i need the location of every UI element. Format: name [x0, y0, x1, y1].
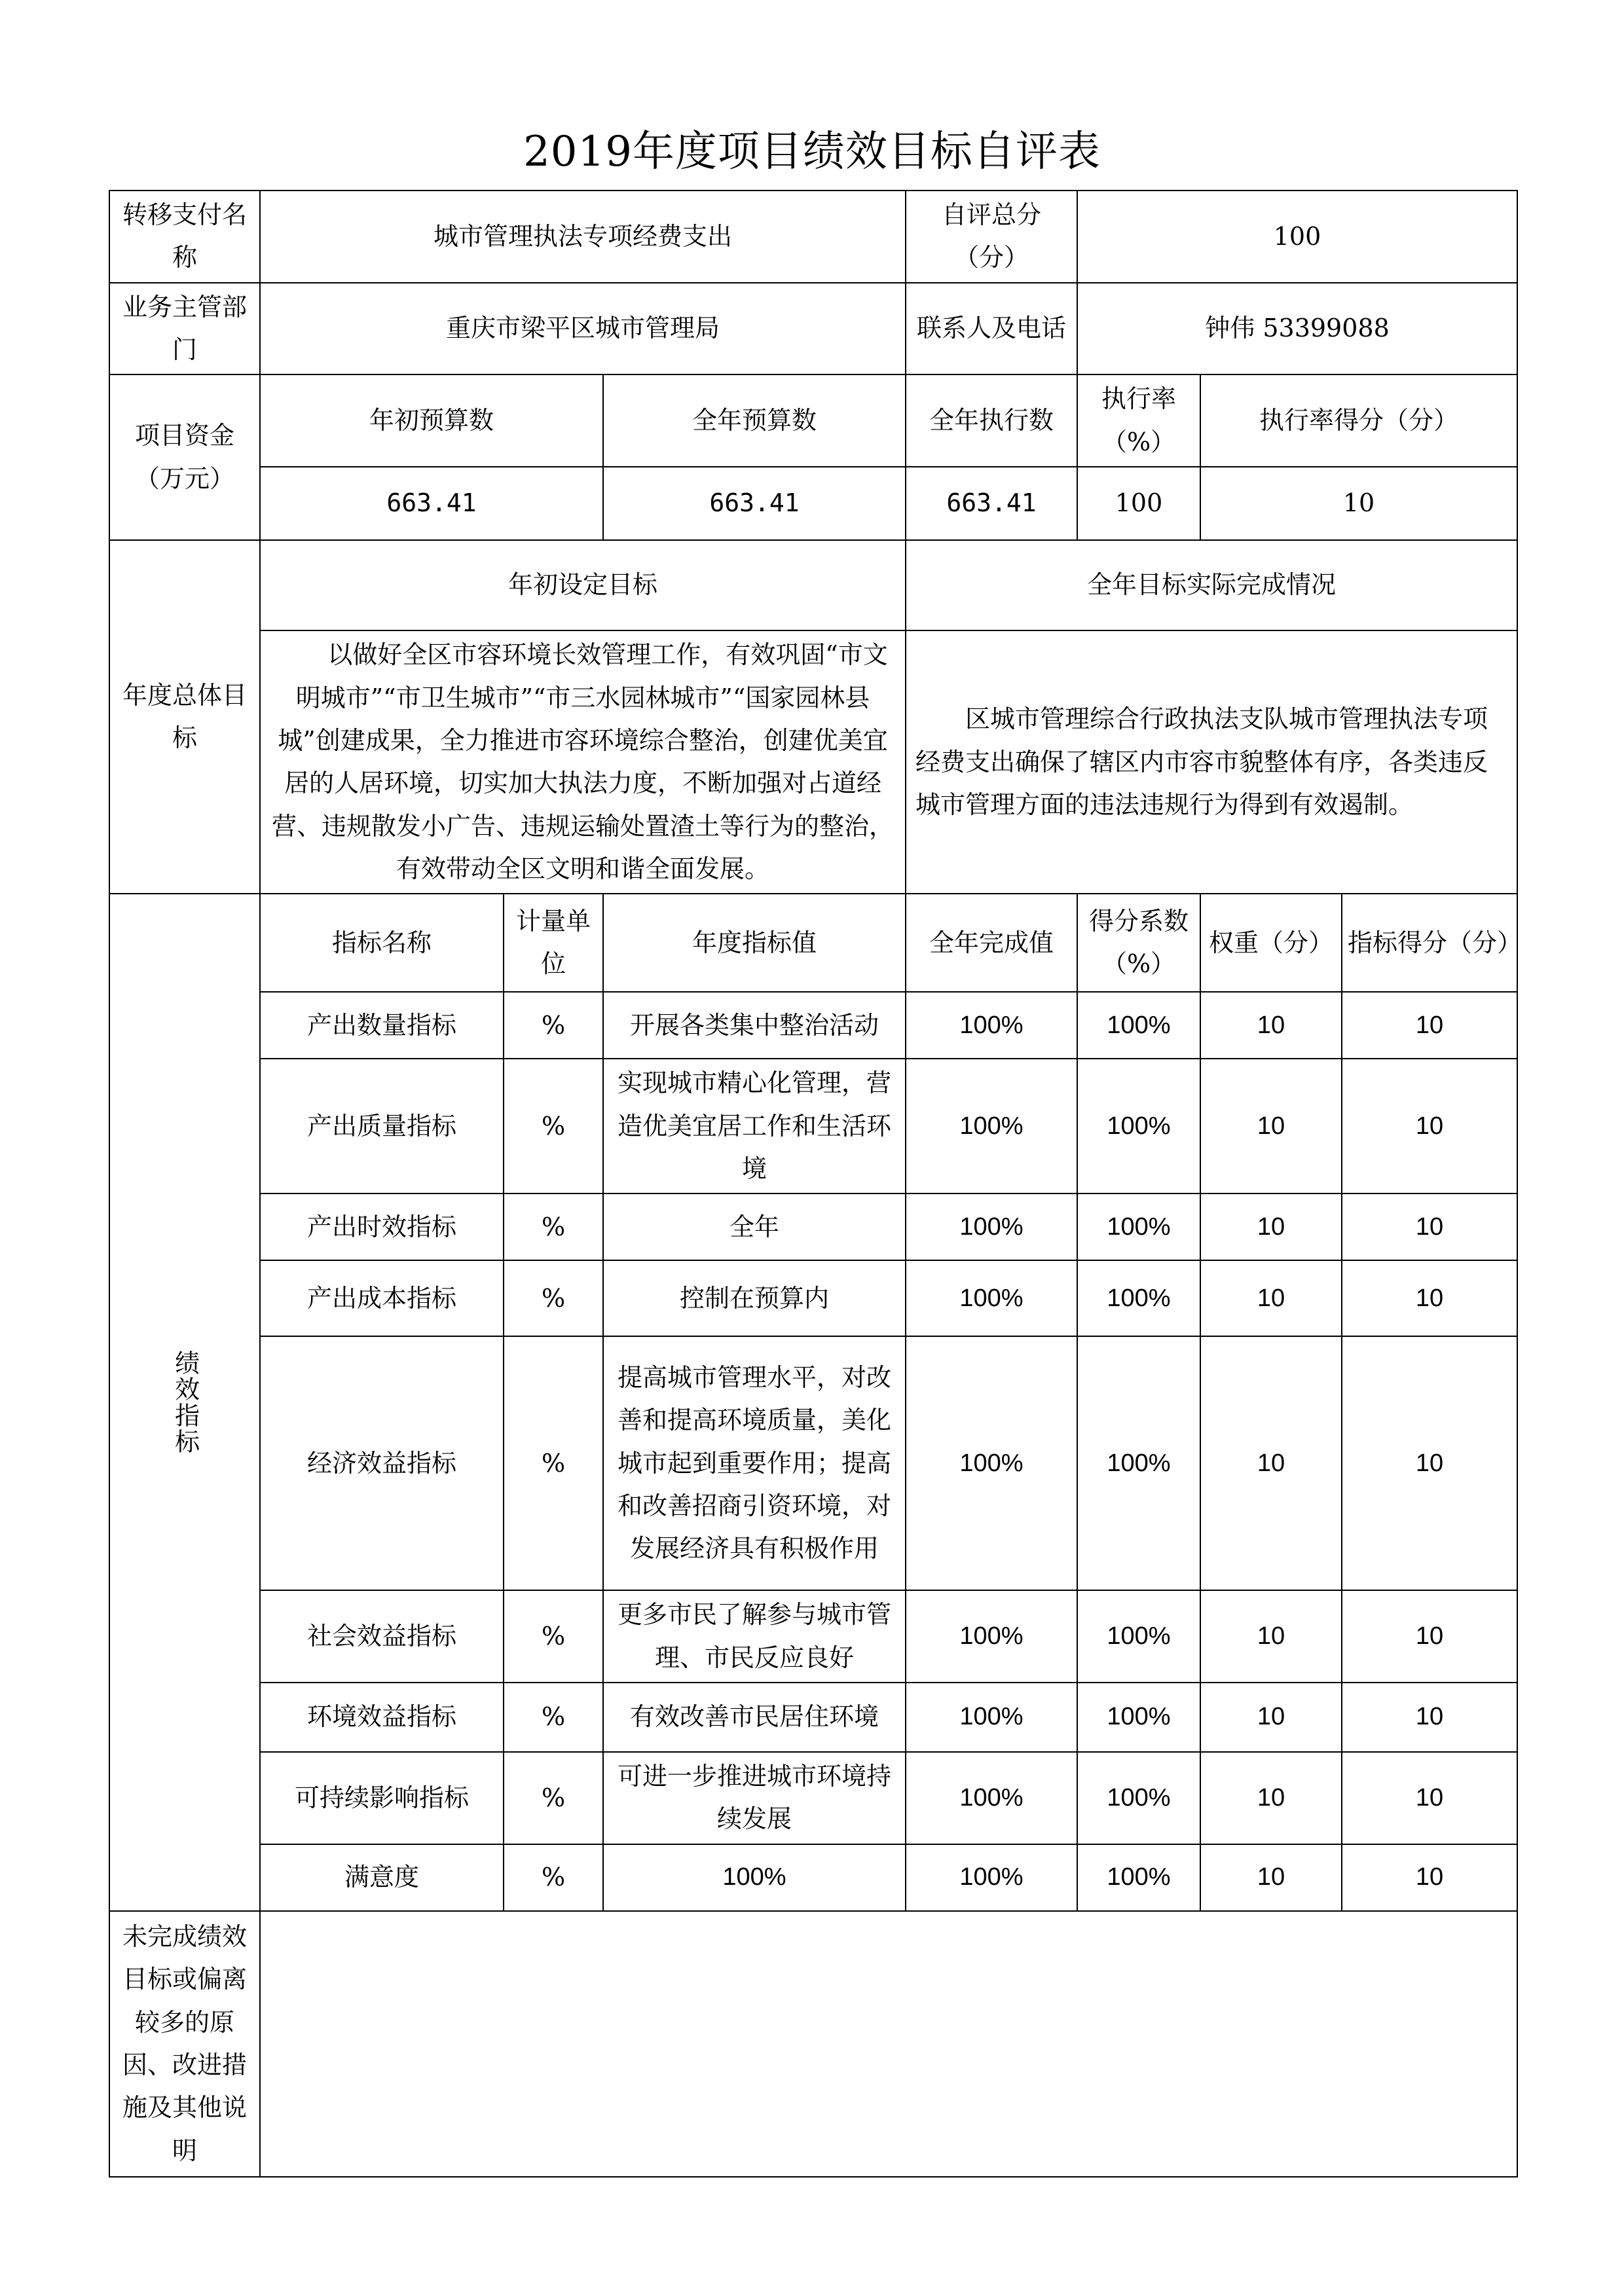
indicator-coef: 100%: [1077, 1336, 1200, 1590]
indicator-header-unit: 计量单位: [504, 894, 603, 992]
indicator-target: 控制在预算内: [603, 1260, 906, 1336]
remarks-label: 未完成绩效目标或偏离较多的原因、改进措施及其他说明: [109, 1911, 260, 2177]
indicator-score: 10: [1342, 1590, 1517, 1683]
dept-value: 重庆市梁平区城市管理局: [260, 283, 906, 375]
indicator-completed: 100%: [906, 992, 1077, 1059]
indicators-label-cell: [109, 894, 260, 1911]
indicator-weight: 10: [1200, 1752, 1342, 1844]
indicator-weight: 10: [1200, 1194, 1342, 1260]
funds-header-executed: 全年执行数: [906, 374, 1077, 467]
indicator-weight: 10: [1200, 992, 1342, 1059]
indicator-coef: 100%: [1077, 1194, 1200, 1260]
funds-value-executed: 663.41: [906, 467, 1077, 540]
indicator-coef: 100%: [1077, 1590, 1200, 1683]
indicator-unit: %: [504, 1844, 603, 1911]
indicator-coef: 100%: [1077, 1683, 1200, 1752]
indicator-score: 10: [1342, 1260, 1517, 1336]
table-row: [109, 1194, 1517, 1260]
funds-value-rate: 100: [1077, 467, 1200, 540]
indicator-completed: 100%: [906, 1059, 1077, 1194]
contact-label: 联系人及电话: [906, 283, 1077, 375]
indicator-header-weight: 权重（分）: [1200, 894, 1342, 992]
indicator-completed: 100%: [906, 1336, 1077, 1590]
indicator-coef: 100%: [1077, 1260, 1200, 1336]
indicator-name: 产出质量指标: [260, 1059, 504, 1194]
funds-header-rate: 执行率（%）: [1077, 374, 1200, 467]
indicator-name: 可持续影响指标: [260, 1752, 504, 1844]
indicator-completed: 100%: [906, 1260, 1077, 1336]
indicator-unit: %: [504, 1590, 603, 1683]
table-row: [109, 1059, 1517, 1194]
table-row: [109, 1844, 1517, 1911]
indicator-target: 更多市民了解参与城市管理、市民反应良好: [603, 1590, 906, 1683]
table-row: [109, 1683, 1517, 1752]
performance-table: [109, 190, 1522, 2178]
indicator-unit: %: [504, 1336, 603, 1590]
page-title: 2019年度项目绩效目标自评表: [523, 128, 1101, 176]
indicator-weight: 10: [1200, 1590, 1342, 1683]
indicator-score: 10: [1342, 1336, 1517, 1590]
table-row: [109, 1260, 1517, 1336]
funds-header-initial: 年初预算数: [260, 374, 603, 467]
funds-value-initial: 663.41: [260, 467, 603, 540]
indicator-completed: 100%: [906, 1844, 1077, 1911]
indicator-target: 可进一步推进城市环境持续发展: [603, 1752, 906, 1844]
indicator-target: 100%: [603, 1844, 906, 1911]
indicator-coef: 100%: [1077, 992, 1200, 1059]
indicator-coef: 100%: [1077, 1752, 1200, 1844]
funds-header-annual: 全年预算数: [603, 374, 906, 467]
funds-label: 项目资金（万元）: [109, 374, 260, 540]
indicator-unit: %: [504, 1752, 603, 1844]
indicator-name: 产出数量指标: [260, 992, 504, 1059]
indicator-name: 产出时效指标: [260, 1194, 504, 1260]
table-row: [109, 1590, 1517, 1683]
annual-goal-set-header: 年初设定目标: [260, 540, 906, 630]
dept-label: 业务主管部门: [109, 283, 260, 375]
indicator-weight: 10: [1200, 1683, 1342, 1752]
indicator-score: 10: [1342, 1683, 1517, 1752]
indicator-completed: 100%: [906, 1683, 1077, 1752]
indicator-unit: %: [504, 1683, 603, 1752]
indicator-unit: %: [504, 992, 603, 1059]
annual-goal-actual-text: 区城市管理综合行政执法支队城市管理执法专项经费支出确保了辖区内市容市貌整体有序，各类违反城市管理方面的违法违规行为得到有效遏制。: [906, 630, 1517, 894]
indicator-header-target: 年度指标值: [603, 894, 906, 992]
indicator-name: 经济效益指标: [260, 1336, 504, 1590]
annual-goal-set-text: 以做好全区市容环境长效管理工作，有效巩固“市文明城市”“市卫生城市”“市三水园林城市”“国家园林县城”创建成果，全力推进市容环境综合整治，创建优美宜居的人居环境，切实加大执法力度，不断加强对占道经营、违规散发小广告、违规运输处置渣土等行为的整治，有效带动全区文明和谐全面发展。: [260, 630, 906, 894]
indicator-unit: %: [504, 1059, 603, 1194]
indicator-weight: 10: [1200, 1260, 1342, 1336]
table-row: [109, 1336, 1517, 1590]
annual-goal-label: 年度总体目标: [109, 540, 260, 894]
indicator-target: 实现城市精心化管理，营造优美宜居工作和生活环境: [603, 1059, 906, 1194]
indicator-target: 全年: [603, 1194, 906, 1260]
indicator-name: 满意度: [260, 1844, 504, 1911]
indicator-score: 10: [1342, 1844, 1517, 1911]
indicator-completed: 100%: [906, 1194, 1077, 1260]
indicator-name: 环境效益指标: [260, 1683, 504, 1752]
indicator-score: 10: [1342, 1194, 1517, 1260]
indicator-target: 开展各类集中整治活动: [603, 992, 906, 1059]
indicator-name: 社会效益指标: [260, 1590, 504, 1683]
remarks-value: [260, 1911, 1517, 2177]
indicator-header-coef: 得分系数（%）: [1077, 894, 1200, 992]
score-label: 自评总分（分）: [906, 191, 1077, 283]
funds-value-rate-score: 10: [1200, 467, 1517, 540]
indicator-coef: 100%: [1077, 1059, 1200, 1194]
annual-goal-actual-header: 全年目标实际完成情况: [906, 540, 1517, 630]
transfer-name-label: 转移支付名称: [109, 191, 260, 283]
indicator-coef: 100%: [1077, 1844, 1200, 1911]
indicator-score: 10: [1342, 1059, 1517, 1194]
indicator-name: 产出成本指标: [260, 1260, 504, 1336]
indicator-completed: 100%: [906, 1752, 1077, 1844]
funds-value-annual: 663.41: [603, 467, 906, 540]
indicator-score: 10: [1342, 992, 1517, 1059]
indicator-weight: 10: [1200, 1336, 1342, 1590]
indicator-score: 10: [1342, 1752, 1517, 1844]
table-row: [109, 1752, 1517, 1844]
indicator-completed: 100%: [906, 1590, 1077, 1683]
indicators-label: 绩效指标: [170, 1350, 200, 1455]
indicator-unit: %: [504, 1194, 603, 1260]
indicator-unit: %: [504, 1260, 603, 1336]
score-value: 100: [1077, 191, 1517, 283]
indicator-target: 提高城市管理水平，对改善和提高环境质量，美化城市起到重要作用；提高和改善招商引资环境，对发展经济具有积极作用: [603, 1336, 906, 1590]
indicator-header-name: 指标名称: [260, 894, 504, 992]
transfer-name-value: 城市管理执法专项经费支出: [260, 191, 906, 283]
indicator-weight: 10: [1200, 1059, 1342, 1194]
indicator-header-completed: 全年完成值: [906, 894, 1077, 992]
indicator-target: 有效改善市民居住环境: [603, 1683, 906, 1752]
contact-value: 钟伟 53399088: [1077, 283, 1517, 375]
indicator-weight: 10: [1200, 1844, 1342, 1911]
funds-header-rate-score: 执行率得分（分）: [1200, 374, 1517, 467]
table-row: [109, 992, 1517, 1059]
indicator-header-score: 指标得分（分）: [1342, 894, 1517, 992]
